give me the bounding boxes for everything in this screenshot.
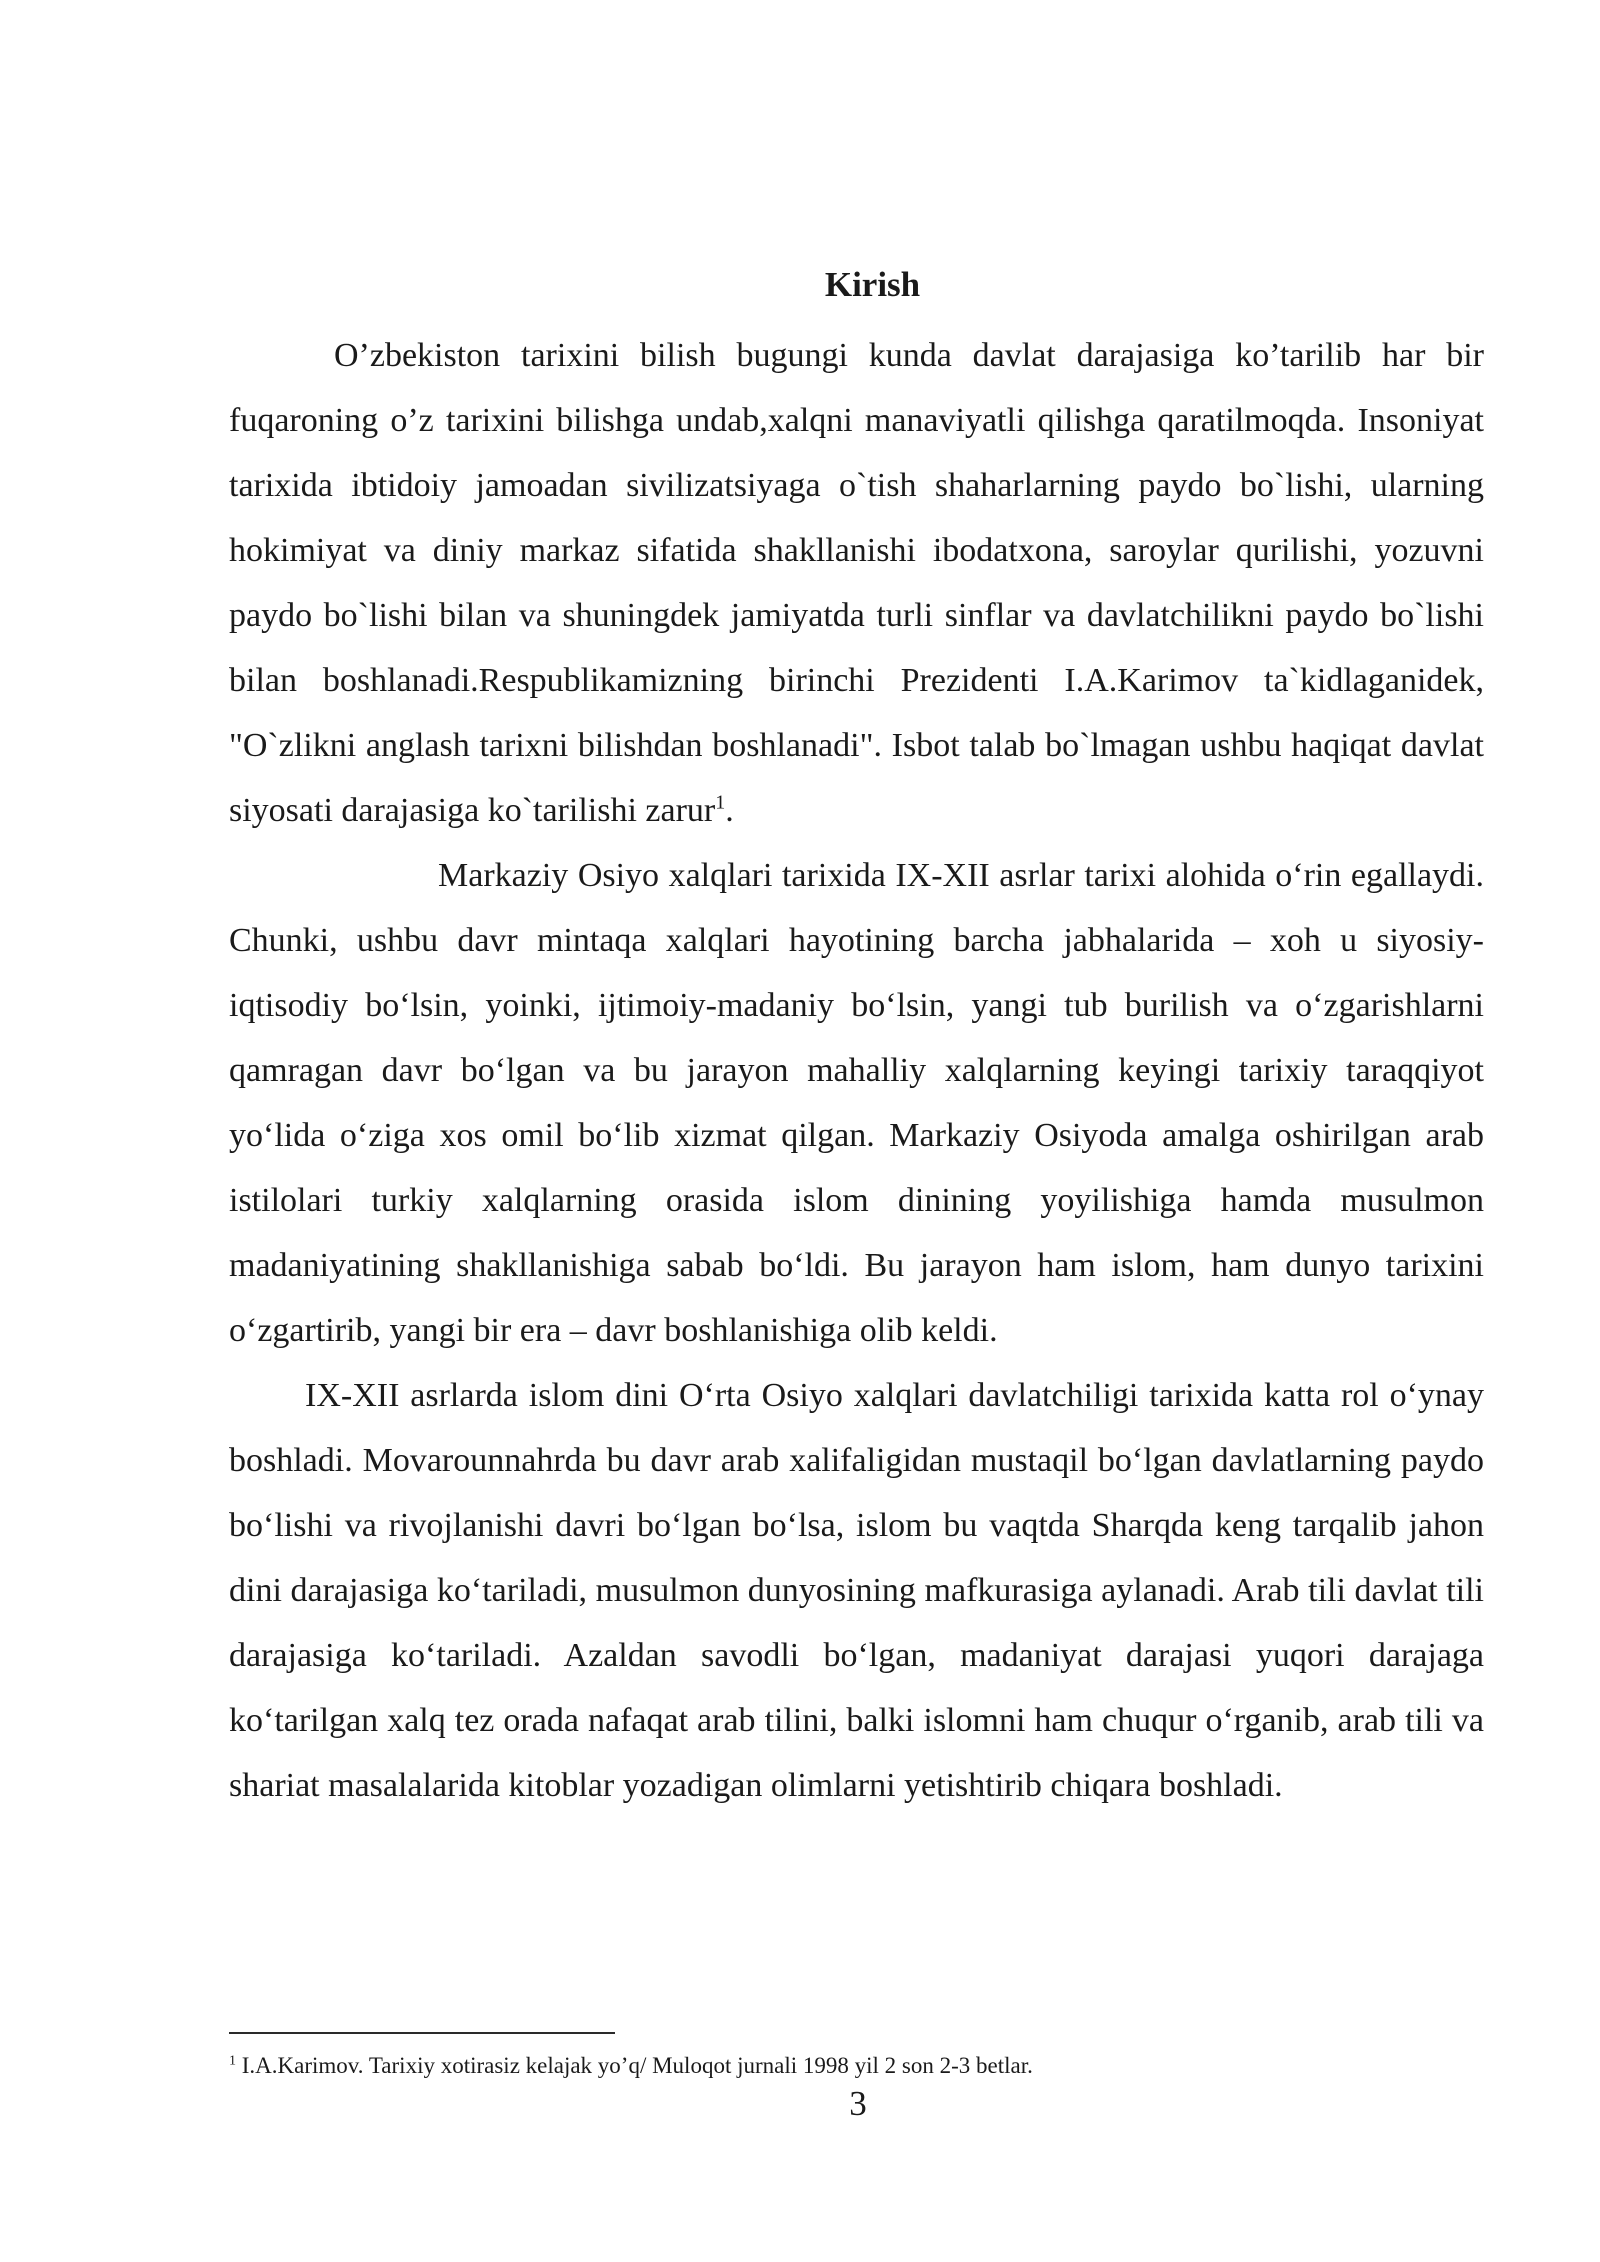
footnote-separator [229, 2032, 615, 2034]
paragraph-1-trailing: . [725, 792, 734, 829]
paragraph-3: IX-XII asrlarda islom dini O‘rta Osiyo xalqlari davlatchiligi tarixida katta rol o‘ynay boshladi. Movarounnahrda bu davr arab xalifaligidan mustaqil bo‘lgan davlatlarning paydo bo‘lishi va rivojlanishi davri bo‘lgan bo‘lsa, islom bu vaqtda Sharqda keng tarqalib jahon dini darajasiga ko‘tariladi, musulmon dunyosining mafkurasiga aylanadi. Arab tili davlat tili darajasiga ko‘tariladi. Azaldan savodli bo‘lgan, madaniyat darajasi yuqori darajaga ko‘tarilgan xalq tez orada nafaqat arab tilini, balki islomni ham chuqur o‘rganib, arab tili va shariat masalalarida kitoblar yozadigan olimlarni yetishtirib chiqara boshladi. [229, 1377, 1484, 1804]
footnote-reference: 1 [715, 791, 726, 814]
paragraph-2: Markaziy Osiyo xalqlari tarixida IX-XII asrlar tarixi alohida o‘rin egallaydi. Chunki, ushbu davr mintaqa xalqlari hayotining barcha jabhalarida – xoh u siyosiy-iqtisodiy bo‘lsin, yoinki, ijtimoiy-madaniy bo‘lsin, yangi tub burilish va o‘zgarishlarni qamragan davr bo‘lgan va bu jarayon mahalliy xalqlarning keyingi tarixiy taraqqiyot yo‘lida o‘ziga xos omil bo‘lib xizmat qilgan. Markaziy Osiyoda amalga oshirilgan arab istilolari turkiy xalqlarning orasida islom dinining yoyilishiga hamda musulmon madaniyatining shakllanishiga sabab bo‘ldi. Bu jarayon ham islom, ham dunyo tarixini o‘zgartirib, yangi bir era – davr boshlanishiga olib keldi. [229, 857, 1484, 1349]
document-body [229, 323, 1484, 1818]
page-number: 3 [849, 2084, 867, 2123]
paragraph-1 [229, 323, 1484, 843]
paragraph-1-text: O’zbekiston tarixini bilish bugungi kunda davlat darajasiga ko’tarilib har bir fuqaroning o’z tarixini bilishga undab,xalqni manaviyatli qilishga qaratilmoqda. Insoniyat tarixida ibtidoiy jamoadan sivilizatsiyaga o`tish shaharlarning paydo bo`lishi, ularning hokimiyat va diniy markaz sifatida shakllanishi ibodatxona, saroylar qurilishi, yozuvni paydo bo`lishi bilan va shuningdek jamiyatda turli sinflar va davlatchilikni paydo bo`lishi bilan boshlanadi.Respublikamizning birinchi Prezidenti I.A.Karimov ta`kidlaganidek, "O`zlikni anglash tarixni bilishdan boshlanadi". Isbot talab bo`lmagan ushbu haqiqat davlat siyosati darajasiga ko`tarilishi zarur [229, 337, 1484, 829]
page-title: Kirish [824, 265, 921, 304]
footnote-marker: 1 [229, 2053, 236, 2069]
footnote-text: I.A.Karimov. Tarixiy xotirasiz kelajak yo’q/ Muloqot jurnali 1998 yil 2 son 2-3 betlar. [236, 2053, 1033, 2078]
footnote [229, 2050, 1484, 2082]
